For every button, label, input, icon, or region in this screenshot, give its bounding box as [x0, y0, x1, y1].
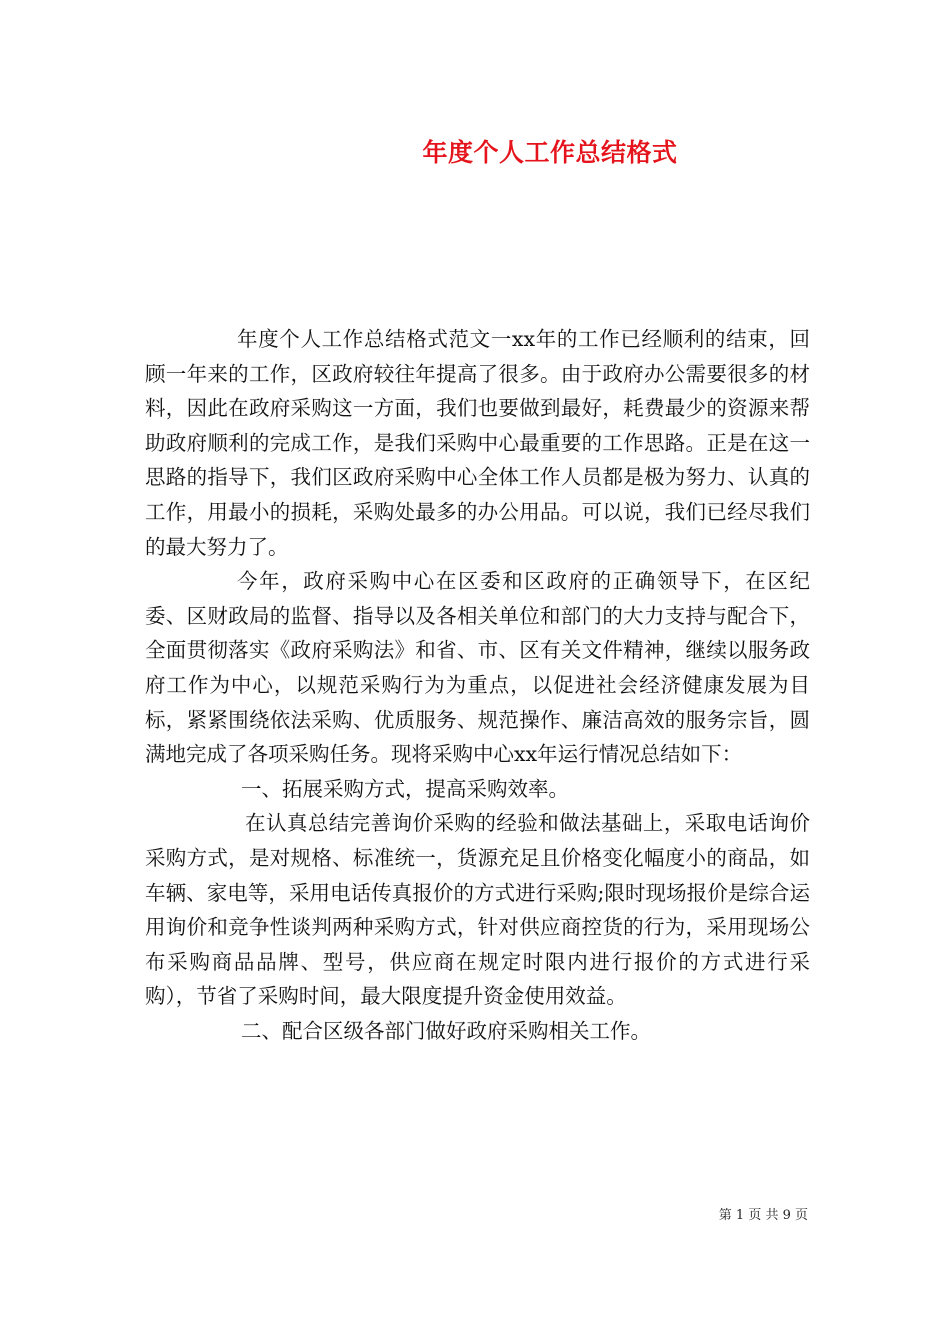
page-title: 年度个人工作总结格式	[422, 138, 678, 167]
page-number: 第 1 页 共 9 页	[718, 1208, 808, 1223]
paragraph-section-1: 在认真总结完善询价采购的经验和做法基础上，采取电话询价采购方式，是对规格、标准统一，货源充足且价格变化幅度小的商品，如车辆、家电等，采用电话传真报价的方式进行采购;限时现场报价是综合运用询价和竞争性谈判两种采购方式，针对供应商控货的行为，采用现场公布采购商品品牌、型号，供应商在规定时限内进行报价的方式进行采购），节省了采购时间，最大限度提升资金使用效益。	[145, 811, 810, 1009]
paragraph-intro: 年度个人工作总结格式范文一xx年的工作已经顺利的结束，回顾一年来的工作，区政府较往年提高了很多。由于政府办公需要很多的材料，因此在政府采购这一方面，我们也要做到最好，耗费最少的资源来帮助政府顺利的完成工作，是我们采购中心最重要的工作思路。正是在这一思路的指导下，我们区政府采购中心全体工作人员都是极为努力、认真的工作，用最小的损耗，采购处最多的办公用品。可以说，我们已经尽我们的最大努力了。	[145, 327, 810, 559]
paragraph-overview: 今年，政府采购中心在区委和区政府的正确领导下，在区纪委、区财政局的监督、指导以及各相关单位和部门的大力支持与配合下，全面贯彻落实《政府采购法》和省、市、区有关文件精神，继续以服务政府工作为中心，以规范采购行为为重点，以促进社会经济健康发展为目标，紧紧围绕依法采购、优质服务、规范操作、廉洁高效的服务宗旨，圆满地完成了各项采购任务。现将采购中心xx年运行情况总结如下：	[145, 569, 810, 767]
section-heading-2: 二、配合区级各部门做好政府采购相关工作。	[241, 1018, 651, 1043]
document-body	[145, 322, 810, 1048]
section-heading-1: 一、拓展采购方式，提高采购效率。	[241, 776, 569, 801]
